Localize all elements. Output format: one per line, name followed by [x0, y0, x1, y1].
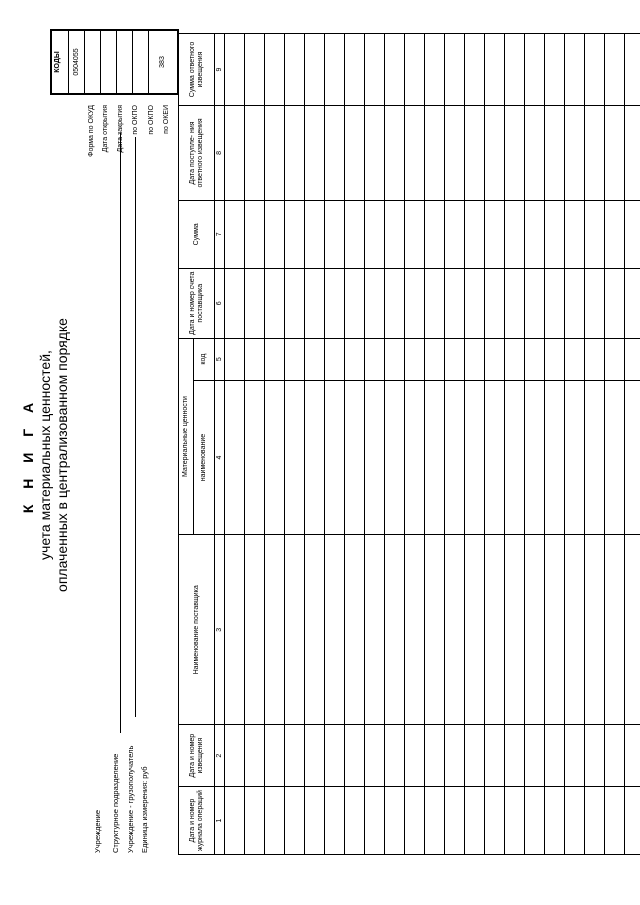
table-cell[interactable] — [385, 338, 405, 380]
table-cell[interactable] — [225, 338, 245, 380]
table-cell[interactable] — [485, 787, 505, 855]
table-cell[interactable] — [605, 380, 625, 535]
recipient-field-line — [135, 137, 136, 717]
code-date-open — [84, 31, 100, 93]
table-cell[interactable] — [365, 34, 385, 106]
table-row — [325, 34, 345, 855]
date-open-label: Дата открытия — [102, 105, 109, 153]
table-cell[interactable] — [525, 535, 545, 725]
table-cell[interactable] — [365, 105, 385, 200]
table-cell[interactable] — [225, 380, 245, 535]
table-cell[interactable] — [525, 34, 545, 106]
table-cell[interactable] — [625, 535, 640, 725]
table-cell[interactable] — [245, 787, 265, 855]
institution-label: Учреждение — [93, 810, 102, 853]
table-cell[interactable] — [585, 200, 605, 268]
col9-header: Сумма ответного извещения — [179, 34, 215, 106]
table-cell[interactable] — [545, 535, 565, 725]
table-cell[interactable] — [365, 338, 385, 380]
table-cell[interactable] — [465, 338, 485, 380]
col-number: 1 — [215, 787, 225, 855]
col7-header: Сумма — [179, 200, 215, 268]
table-cell[interactable] — [625, 725, 640, 787]
table-cell[interactable] — [425, 338, 445, 380]
table-cell[interactable] — [325, 535, 345, 725]
table-cell[interactable] — [445, 105, 465, 200]
table-cell[interactable] — [325, 338, 345, 380]
table-cell[interactable] — [365, 725, 385, 787]
table-cell[interactable] — [285, 34, 305, 106]
table-cell[interactable] — [565, 338, 585, 380]
table-cell[interactable] — [445, 787, 465, 855]
col8-header: Дата поступле- ния ответного извещения — [179, 105, 215, 200]
table-cell[interactable] — [545, 380, 565, 535]
table-cell[interactable] — [305, 34, 325, 106]
table-cell[interactable] — [345, 535, 365, 725]
table-cell[interactable] — [265, 380, 285, 535]
ledger-table — [178, 33, 640, 855]
book-title: К Н И Г А — [20, 396, 36, 514]
col6-header: Дата и номер счета поставщика — [179, 268, 215, 338]
table-cell[interactable] — [605, 268, 625, 338]
table-cell[interactable] — [225, 268, 245, 338]
table-cell[interactable] — [425, 34, 445, 106]
table-cell[interactable] — [605, 34, 625, 106]
table-cell[interactable] — [305, 535, 325, 725]
table-cell[interactable] — [225, 535, 245, 725]
table-cell[interactable] — [365, 380, 385, 535]
table-cell[interactable] — [325, 105, 345, 200]
table-cell[interactable] — [345, 338, 365, 380]
table-row — [365, 34, 385, 855]
table-cell[interactable] — [305, 380, 325, 535]
table-cell[interactable] — [345, 725, 365, 787]
table-cell[interactable] — [565, 200, 585, 268]
table-cell[interactable] — [405, 380, 425, 535]
table-cell[interactable] — [485, 200, 505, 268]
table-cell[interactable] — [445, 380, 465, 535]
table-cell[interactable] — [325, 725, 345, 787]
table-cell[interactable] — [265, 34, 285, 106]
table-cell[interactable] — [485, 105, 505, 200]
okpo2-label: по ОКПО — [148, 105, 155, 135]
col1-header: Дата и номер журнала операций — [179, 787, 215, 855]
table-cell[interactable] — [345, 787, 365, 855]
table-cell[interactable] — [305, 200, 325, 268]
col4-header: наименование — [194, 380, 215, 535]
table-cell[interactable] — [345, 200, 365, 268]
table-cell[interactable] — [585, 787, 605, 855]
col-number: 3 — [215, 535, 225, 725]
table-cell[interactable] — [345, 380, 365, 535]
table-cell[interactable] — [285, 338, 305, 380]
table-cell[interactable] — [225, 787, 245, 855]
codes-box — [50, 29, 179, 95]
table-cell[interactable] — [385, 105, 405, 200]
table-row — [425, 34, 445, 855]
column-numbers-row — [215, 34, 225, 855]
table-cell[interactable] — [345, 105, 365, 200]
table-cell[interactable] — [245, 338, 265, 380]
table-row — [625, 34, 640, 855]
code-okpo1 — [116, 31, 132, 93]
table-cell[interactable] — [465, 34, 485, 106]
book-subtitle-line2: оплаченных в централизованном порядке — [54, 318, 70, 592]
table-row — [225, 34, 245, 855]
division-field-line — [120, 133, 121, 733]
table-cell[interactable] — [445, 34, 465, 106]
table-cell[interactable] — [545, 105, 565, 200]
table-cell[interactable] — [425, 105, 445, 200]
table-cell[interactable] — [465, 380, 485, 535]
table-cell[interactable] — [225, 105, 245, 200]
table-cell[interactable] — [505, 105, 525, 200]
col-number: 6 — [215, 268, 225, 338]
table-cell[interactable] — [465, 200, 485, 268]
table-cell[interactable] — [565, 380, 585, 535]
table-cell[interactable] — [585, 725, 605, 787]
table-cell[interactable] — [305, 338, 325, 380]
table-cell[interactable] — [245, 268, 265, 338]
table-cell[interactable] — [565, 787, 585, 855]
table-cell[interactable] — [485, 338, 505, 380]
codes-header: КОДЫ — [54, 51, 61, 73]
table-cell[interactable] — [605, 105, 625, 200]
table-row — [265, 34, 285, 855]
table-cell[interactable] — [305, 268, 325, 338]
table-cell[interactable] — [505, 535, 525, 725]
table-cell[interactable] — [565, 268, 585, 338]
table-cell[interactable] — [325, 787, 345, 855]
col3-header: Наименование поставщика — [179, 535, 215, 725]
table-cell[interactable] — [445, 200, 465, 268]
unit-label: Единица измерения: руб — [140, 766, 149, 853]
table-cell[interactable] — [345, 34, 365, 106]
table-cell[interactable] — [245, 105, 265, 200]
table-cell[interactable] — [285, 268, 305, 338]
table-cell[interactable] — [525, 787, 545, 855]
table-row — [525, 34, 545, 855]
table-cell[interactable] — [525, 380, 545, 535]
table-cell[interactable] — [505, 34, 525, 106]
table-cell[interactable] — [625, 34, 640, 106]
table-cell[interactable] — [425, 268, 445, 338]
table-cell[interactable] — [605, 725, 625, 787]
table-row — [345, 34, 365, 855]
table-row — [545, 34, 565, 855]
table-cell[interactable] — [245, 725, 265, 787]
table-cell[interactable] — [585, 105, 605, 200]
table-cell[interactable] — [285, 380, 305, 535]
table-cell[interactable] — [445, 535, 465, 725]
col-number: 5 — [215, 338, 225, 380]
table-cell[interactable] — [325, 34, 345, 106]
table-row — [565, 34, 585, 855]
table-cell[interactable] — [465, 535, 485, 725]
table-cell[interactable] — [625, 338, 640, 380]
table-cell[interactable] — [465, 105, 485, 200]
table-cell[interactable] — [385, 535, 405, 725]
table-cell[interactable] — [605, 787, 625, 855]
table-cell[interactable] — [625, 268, 640, 338]
code-date-close — [100, 31, 116, 93]
table-cell[interactable] — [285, 725, 305, 787]
table-cell[interactable] — [365, 787, 385, 855]
table-cell[interactable] — [305, 787, 325, 855]
table-cell[interactable] — [385, 268, 405, 338]
table-cell[interactable] — [425, 380, 445, 535]
col2-header: Дата и номер извещения — [179, 725, 215, 787]
table-cell[interactable] — [325, 200, 345, 268]
table-cell[interactable] — [605, 338, 625, 380]
table-row — [245, 34, 265, 855]
table-cell[interactable] — [245, 34, 265, 106]
table-cell[interactable] — [485, 268, 505, 338]
table-cell[interactable] — [325, 268, 345, 338]
table-cell[interactable] — [405, 268, 425, 338]
table-cell[interactable] — [465, 725, 485, 787]
table-cell[interactable] — [225, 725, 245, 787]
table-cell[interactable] — [585, 380, 605, 535]
table-cell[interactable] — [265, 268, 285, 338]
table-cell[interactable] — [425, 725, 445, 787]
table-row — [605, 34, 625, 855]
table-cell[interactable] — [285, 105, 305, 200]
table-cell[interactable] — [245, 200, 265, 268]
table-cell[interactable] — [505, 338, 525, 380]
table-row — [405, 34, 425, 855]
division-label: Структурное подразделение — [111, 753, 120, 853]
table-cell[interactable] — [365, 268, 385, 338]
col5-header: код — [194, 338, 215, 380]
table-cell[interactable] — [565, 105, 585, 200]
table-cell[interactable] — [565, 34, 585, 106]
col-number: 8 — [215, 105, 225, 200]
col-number: 9 — [215, 34, 225, 106]
table-row — [585, 34, 605, 855]
table-cell[interactable] — [385, 380, 405, 535]
table-cell[interactable] — [385, 725, 405, 787]
table-row — [285, 34, 305, 855]
table-cell[interactable] — [585, 338, 605, 380]
table-cell[interactable] — [545, 34, 565, 106]
form-okud-label: Форма по ОКУД — [88, 105, 95, 157]
code-okei: 383 — [148, 31, 175, 93]
book-subtitle-line1: учета материальных ценностей, — [37, 350, 53, 560]
table-cell[interactable] — [525, 105, 545, 200]
table-cell[interactable] — [485, 380, 505, 535]
table-row — [465, 34, 485, 855]
table-row — [445, 34, 465, 855]
table-cell[interactable] — [545, 725, 565, 787]
table-cell[interactable] — [405, 200, 425, 268]
table-cell[interactable] — [405, 725, 425, 787]
recipient-label: Учреждение - грузополучатель — [126, 745, 135, 853]
table-cell[interactable] — [385, 34, 405, 106]
table-cell[interactable] — [445, 338, 465, 380]
table-row — [505, 34, 525, 855]
table-cell[interactable] — [265, 105, 285, 200]
col-number: 7 — [215, 200, 225, 268]
table-cell[interactable] — [625, 380, 640, 535]
table-cell[interactable] — [525, 725, 545, 787]
table-cell[interactable] — [625, 200, 640, 268]
table-cell[interactable] — [545, 338, 565, 380]
table-row — [305, 34, 325, 855]
table-cell[interactable] — [585, 535, 605, 725]
table-cell[interactable] — [225, 34, 245, 106]
table-cell[interactable] — [265, 535, 285, 725]
table-cell[interactable] — [365, 200, 385, 268]
table-cell[interactable] — [465, 268, 485, 338]
table-cell[interactable] — [545, 200, 565, 268]
date-close-label: Дата закрытия — [117, 105, 124, 153]
table-cell[interactable] — [405, 535, 425, 725]
table-cell[interactable] — [565, 535, 585, 725]
table-cell[interactable] — [265, 725, 285, 787]
table-row — [385, 34, 405, 855]
table-cell[interactable] — [625, 105, 640, 200]
table-cell[interactable] — [365, 535, 385, 725]
table-cell[interactable] — [325, 380, 345, 535]
table-cell[interactable] — [265, 787, 285, 855]
table-cell[interactable] — [505, 725, 525, 787]
col-number: 4 — [215, 380, 225, 535]
table-cell[interactable] — [525, 200, 545, 268]
table-cell[interactable] — [405, 338, 425, 380]
table-cell[interactable] — [605, 200, 625, 268]
table-cell[interactable] — [425, 535, 445, 725]
table-cell[interactable] — [245, 380, 265, 535]
table-cell[interactable] — [285, 535, 305, 725]
table-cell[interactable] — [285, 200, 305, 268]
table-cell[interactable] — [585, 268, 605, 338]
table-cell[interactable] — [405, 105, 425, 200]
table-cell[interactable] — [225, 200, 245, 268]
okpo1-label: по ОКПО — [132, 105, 139, 135]
header-row-1 — [179, 34, 194, 855]
table-cell[interactable] — [485, 725, 505, 787]
table-cell[interactable] — [385, 787, 405, 855]
table-cell[interactable] — [425, 200, 445, 268]
table-cell[interactable] — [445, 268, 465, 338]
table-cell[interactable] — [505, 787, 525, 855]
code-okpo2 — [132, 31, 148, 93]
table-cell[interactable] — [485, 34, 505, 106]
table-cell[interactable] — [465, 787, 485, 855]
table-cell[interactable] — [405, 34, 425, 106]
table-cell[interactable] — [305, 725, 325, 787]
table-cell[interactable] — [625, 787, 640, 855]
table-cell[interactable] — [525, 338, 545, 380]
table-cell[interactable] — [505, 380, 525, 535]
table-cell[interactable] — [345, 268, 365, 338]
table-cell[interactable] — [425, 787, 445, 855]
table-cell[interactable] — [525, 268, 545, 338]
table-cell[interactable] — [305, 105, 325, 200]
table-cell[interactable] — [245, 535, 265, 725]
okei-label: по ОКЕИ — [163, 105, 170, 134]
col-number: 2 — [215, 725, 225, 787]
table-cell[interactable] — [285, 787, 305, 855]
table-cell[interactable] — [505, 268, 525, 338]
table-cell[interactable] — [505, 200, 525, 268]
code-form-okud: 0504055 — [68, 31, 84, 93]
col45-group-header: Материальные ценности — [179, 338, 194, 535]
table-cell[interactable] — [265, 200, 285, 268]
table-cell[interactable] — [445, 725, 465, 787]
table-cell[interactable] — [485, 535, 505, 725]
table-cell[interactable] — [385, 200, 405, 268]
table-cell[interactable] — [565, 725, 585, 787]
table-cell[interactable] — [585, 34, 605, 106]
table-cell[interactable] — [605, 535, 625, 725]
table-cell[interactable] — [545, 787, 565, 855]
table-cell[interactable] — [545, 268, 565, 338]
table-cell[interactable] — [265, 338, 285, 380]
table-cell[interactable] — [405, 787, 425, 855]
table-row — [485, 34, 505, 855]
